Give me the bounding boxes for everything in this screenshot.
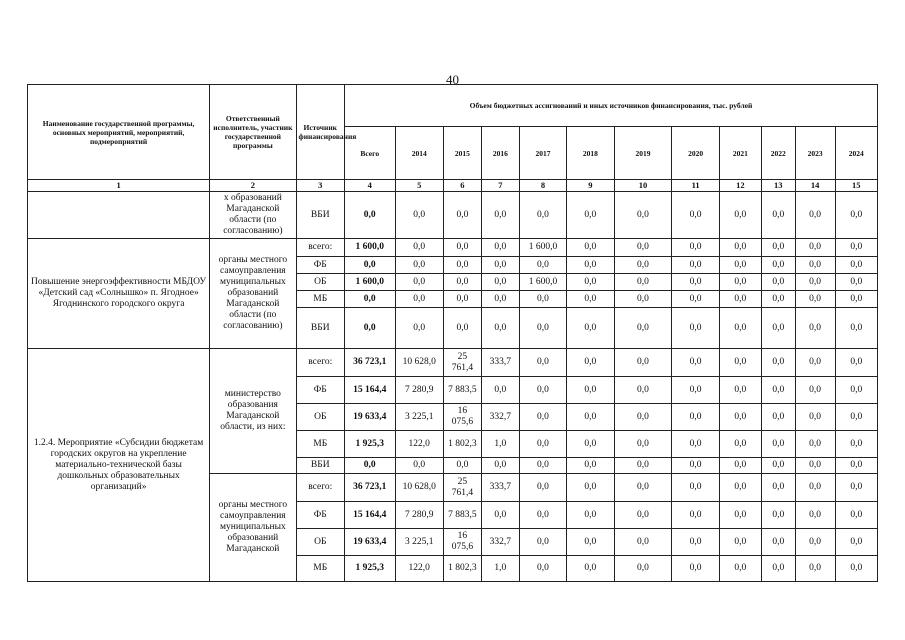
value-cell: 0,0 [719,257,761,274]
value-cell: 0,0 [795,257,835,274]
value-cell: 0,0 [395,192,443,239]
column-number: 3 [296,180,344,192]
value-cell: 0,0 [672,502,719,529]
program-name: Повышение энергоэффективности МБДОУ «Детский сад «Солнышко» п. Ягодное» Ягоднинского городского округа [28,239,210,349]
total-cell: 15 164,4 [344,502,395,529]
value-cell: 0,0 [519,458,566,474]
value-cell: 0,0 [719,431,761,458]
value-cell: 0,0 [481,257,519,274]
value-cell: 1,0 [481,431,519,458]
value-cell: 0,0 [719,239,761,257]
value-cell: 0,0 [835,431,877,458]
value-cell: 0,0 [672,431,719,458]
value-cell: 0,0 [614,529,672,556]
value-cell: 0,0 [835,291,877,308]
value-cell: 0,0 [395,308,443,349]
value-cell: 0,0 [795,458,835,474]
value-cell: 0,0 [835,377,877,404]
value-cell: 0,0 [519,257,566,274]
value-cell: 0,0 [395,239,443,257]
value-cell: 0,0 [481,274,519,291]
value-cell: 332,7 [481,404,519,431]
value-cell: 0,0 [719,274,761,291]
value-cell: 0,0 [672,257,719,274]
value-cell: 0,0 [519,291,566,308]
column-number: 8 [519,180,566,192]
header-year: 2018 [567,127,614,180]
value-cell: 0,0 [761,239,795,257]
value-cell: 0,0 [443,257,481,274]
value-cell: 0,0 [567,291,614,308]
value-cell: 1 600,0 [519,239,566,257]
table-row [28,349,878,377]
total-cell: 36 723,1 [344,474,395,502]
header-year: 2021 [719,127,761,180]
column-number: 5 [395,180,443,192]
value-cell: 0,0 [567,192,614,239]
header-year: 2016 [481,127,519,180]
value-cell: 0,0 [567,349,614,377]
value-cell: 0,0 [795,474,835,502]
value-cell: 0,0 [795,377,835,404]
executor-cell: органы местного самоуправления муниципальных образований Магаданской [210,474,296,582]
value-cell: 3 225,1 [395,529,443,556]
value-cell: 0,0 [719,502,761,529]
value-cell: 0,0 [795,404,835,431]
value-cell: 0,0 [835,257,877,274]
header-year: 2019 [614,127,672,180]
value-cell: 10 628,0 [395,349,443,377]
source-cell: ВБИ [296,458,344,474]
value-cell: 0,0 [519,349,566,377]
value-cell: 0,0 [672,529,719,556]
total-cell: 0,0 [344,257,395,274]
column-number: 9 [567,180,614,192]
value-cell: 0,0 [761,556,795,582]
value-cell: 0,0 [481,308,519,349]
header-total: Всего [344,127,395,180]
value-cell: 7 883,5 [443,377,481,404]
value-cell: 0,0 [614,458,672,474]
value-cell: 0,0 [835,556,877,582]
source-cell: МБ [296,431,344,458]
source-cell: ОБ [296,529,344,556]
value-cell: 0,0 [567,556,614,582]
value-cell: 0,0 [795,502,835,529]
value-cell: 0,0 [835,529,877,556]
value-cell: 0,0 [614,239,672,257]
value-cell: 0,0 [719,556,761,582]
value-cell: 0,0 [481,239,519,257]
value-cell: 1 802,3 [443,556,481,582]
value-cell: 0,0 [761,474,795,502]
value-cell: 0,0 [443,239,481,257]
value-cell: 0,0 [795,192,835,239]
value-cell: 0,0 [719,474,761,502]
source-cell: ФБ [296,502,344,529]
value-cell: 0,0 [614,502,672,529]
value-cell: 0,0 [519,404,566,431]
column-number-row [28,180,878,192]
value-cell: 0,0 [443,291,481,308]
value-cell: 3 225,1 [395,404,443,431]
source-cell: ОБ [296,274,344,291]
value-cell: 0,0 [672,308,719,349]
value-cell: 25 761,4 [443,349,481,377]
value-cell: 0,0 [672,377,719,404]
value-cell: 0,0 [719,308,761,349]
value-cell: 0,0 [614,377,672,404]
value-cell: 0,0 [761,502,795,529]
program-name: 1.2.4. Мероприятие «Субсидии бюджетам городских округов на укрепление материально-технической базы дошкольных образовательных организаций» [28,349,210,582]
total-cell: 19 633,4 [344,404,395,431]
value-cell: 0,0 [672,349,719,377]
executor-cell: министерство образования Магаданской области, из них: [210,349,296,474]
column-number: 2 [210,180,296,192]
source-cell: ФБ [296,377,344,404]
value-cell: 0,0 [672,291,719,308]
value-cell: 0,0 [614,274,672,291]
value-cell: 0,0 [567,458,614,474]
value-cell: 0,0 [835,274,877,291]
header-year: 2017 [519,127,566,180]
column-number: 11 [672,180,719,192]
value-cell: 0,0 [835,349,877,377]
value-cell: 0,0 [481,291,519,308]
header-year: 2014 [395,127,443,180]
total-cell: 0,0 [344,458,395,474]
value-cell: 0,0 [672,474,719,502]
value-cell: 0,0 [719,404,761,431]
value-cell: 0,0 [835,458,877,474]
table-row [28,239,878,257]
value-cell: 7 883,5 [443,502,481,529]
total-cell: 1 600,0 [344,274,395,291]
value-cell: 0,0 [614,257,672,274]
value-cell: 0,0 [614,404,672,431]
value-cell: 0,0 [835,502,877,529]
value-cell: 0,0 [614,349,672,377]
value-cell: 0,0 [614,192,672,239]
value-cell: 122,0 [395,431,443,458]
value-cell: 0,0 [443,192,481,239]
header-year: 2020 [672,127,719,180]
value-cell: 10 628,0 [395,474,443,502]
value-cell: 0,0 [567,404,614,431]
value-cell: 0,0 [761,349,795,377]
value-cell: 0,0 [614,291,672,308]
source-cell: ОБ [296,404,344,431]
budget-table [27,84,878,582]
value-cell: 0,0 [443,458,481,474]
value-cell: 0,0 [481,377,519,404]
value-cell: 0,0 [795,529,835,556]
value-cell: 0,0 [835,474,877,502]
value-cell: 333,7 [481,474,519,502]
value-cell: 0,0 [614,431,672,458]
header-source: Источник финансирования [296,85,344,180]
header-year: 2022 [761,127,795,180]
column-number: 10 [614,180,672,192]
value-cell: 0,0 [795,239,835,257]
value-cell: 0,0 [614,308,672,349]
value-cell: 0,0 [519,192,566,239]
value-cell: 0,0 [567,502,614,529]
total-cell: 15 164,4 [344,377,395,404]
value-cell: 0,0 [443,274,481,291]
value-cell: 0,0 [519,502,566,529]
total-cell: 1 925,3 [344,431,395,458]
source-cell: всего: [296,474,344,502]
value-cell: 0,0 [519,308,566,349]
value-cell: 0,0 [835,308,877,349]
column-number: 12 [719,180,761,192]
value-cell: 0,0 [761,404,795,431]
value-cell: 0,0 [795,431,835,458]
column-number: 4 [344,180,395,192]
column-number: 1 [28,180,210,192]
column-number: 7 [481,180,519,192]
value-cell: 0,0 [567,257,614,274]
value-cell: 0,0 [719,349,761,377]
total-cell: 1 600,0 [344,239,395,257]
value-cell: 0,0 [761,377,795,404]
value-cell: 0,0 [443,308,481,349]
header-year: 2023 [795,127,835,180]
value-cell: 0,0 [761,431,795,458]
value-cell: 16 075,6 [443,529,481,556]
value-cell: 0,0 [719,192,761,239]
value-cell: 0,0 [567,377,614,404]
value-cell: 0,0 [672,192,719,239]
value-cell: 16 075,6 [443,404,481,431]
value-cell: 0,0 [481,192,519,239]
program-name-empty [28,192,210,239]
column-number: 14 [795,180,835,192]
source-cell: ВБИ [296,308,344,349]
value-cell: 0,0 [395,257,443,274]
value-cell: 1 600,0 [519,274,566,291]
source-cell: ВБИ [296,192,344,239]
total-cell: 0,0 [344,291,395,308]
value-cell: 0,0 [567,239,614,257]
value-cell: 0,0 [672,404,719,431]
value-cell: 0,0 [761,274,795,291]
value-cell: 0,0 [395,458,443,474]
source-cell: всего: [296,239,344,257]
value-cell: 0,0 [761,192,795,239]
header-year: 2015 [443,127,481,180]
source-cell: всего: [296,349,344,377]
executor-cell: х образований Магаданской области (по согласованию) [210,192,296,239]
value-cell: 0,0 [567,274,614,291]
executor-cell: органы местного самоуправления муниципальных образований Магаданской области (по согласованию) [210,239,296,349]
value-cell: 0,0 [719,529,761,556]
column-number: 13 [761,180,795,192]
column-number: 6 [443,180,481,192]
value-cell: 0,0 [567,431,614,458]
value-cell: 0,0 [719,458,761,474]
value-cell: 7 280,9 [395,377,443,404]
value-cell: 0,0 [761,308,795,349]
table-row [28,192,878,239]
value-cell: 0,0 [761,257,795,274]
value-cell: 1,0 [481,556,519,582]
value-cell: 7 280,9 [395,502,443,529]
source-cell: МБ [296,291,344,308]
value-cell: 0,0 [567,474,614,502]
value-cell: 333,7 [481,349,519,377]
value-cell: 0,0 [672,458,719,474]
value-cell: 0,0 [835,192,877,239]
value-cell: 0,0 [614,556,672,582]
value-cell: 0,0 [761,458,795,474]
value-cell: 122,0 [395,556,443,582]
value-cell: 0,0 [795,556,835,582]
value-cell: 0,0 [795,308,835,349]
value-cell: 0,0 [519,431,566,458]
value-cell: 0,0 [719,291,761,308]
total-cell: 0,0 [344,192,395,239]
value-cell: 25 761,4 [443,474,481,502]
value-cell: 0,0 [795,349,835,377]
value-cell: 0,0 [567,529,614,556]
header-executor: Ответственный исполнитель, участник государственной программы [210,85,296,180]
value-cell: 0,0 [672,274,719,291]
value-cell: 0,0 [567,308,614,349]
source-cell: ФБ [296,257,344,274]
value-cell: 0,0 [795,291,835,308]
header-year: 2024 [835,127,877,180]
value-cell: 0,0 [672,239,719,257]
value-cell: 0,0 [719,377,761,404]
value-cell: 0,0 [672,556,719,582]
value-cell: 0,0 [519,377,566,404]
value-cell: 0,0 [761,291,795,308]
value-cell: 0,0 [519,556,566,582]
value-cell: 332,7 [481,529,519,556]
value-cell: 0,0 [795,274,835,291]
value-cell: 0,0 [395,291,443,308]
total-cell: 1 925,3 [344,556,395,582]
page-number: 40 [446,72,459,87]
total-cell: 19 633,4 [344,529,395,556]
value-cell: 0,0 [519,529,566,556]
value-cell: 0,0 [761,529,795,556]
value-cell: 0,0 [481,502,519,529]
value-cell: 0,0 [835,239,877,257]
value-cell: 0,0 [481,458,519,474]
total-cell: 36 723,1 [344,349,395,377]
header-budget: Объем бюджетных ассигнований и иных источников финансирования, тыс. рублей [344,85,877,127]
value-cell: 0,0 [519,474,566,502]
value-cell: 0,0 [614,474,672,502]
value-cell: 0,0 [395,274,443,291]
column-number: 15 [835,180,877,192]
source-cell: МБ [296,556,344,582]
value-cell: 0,0 [835,404,877,431]
value-cell: 1 802,3 [443,431,481,458]
total-cell: 0,0 [344,308,395,349]
header-name: Наименование государственной программы, основных мероприятий, мероприятий, подмероприятий [28,85,210,180]
